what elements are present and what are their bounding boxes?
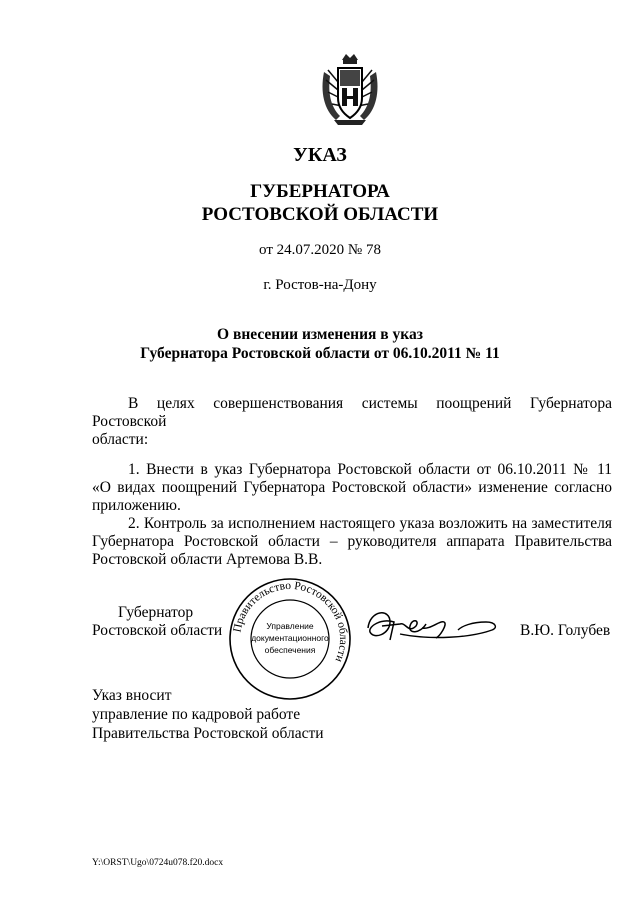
- preamble-line-1: В целях совершенствования системы поощрений Губернатора Ростовской: [92, 395, 612, 430]
- signatory-position-line-1: Губернатор: [118, 604, 194, 621]
- item1-line-1: 1. Внести в указ Губернатора Ростовской области от 06.10.2011 № 11: [128, 461, 612, 478]
- submitted-by-line-2: управление по кадровой работе: [92, 706, 301, 723]
- subject-line-2: Губернатора Ростовской области от 06.10.2011 № 11: [140, 345, 500, 362]
- official-stamp: [228, 577, 352, 701]
- subject-line-1: О внесении изменения в указ: [217, 326, 423, 343]
- item1-line-2: «О видах поощрений Губернатора Ростовской области» изменение согласно: [92, 479, 612, 496]
- coat-of-arms-emblem: [318, 52, 382, 126]
- city: г. Ростов-на-Дону: [263, 277, 377, 293]
- item2-line-3: Ростовской области Артемова В.В.: [92, 551, 323, 568]
- submitted-by-line-3: Правительства Ростовской области: [92, 725, 324, 742]
- authority-line-2: РОСТОВСКОЙ ОБЛАСТИ: [201, 204, 439, 225]
- file-path: Y:\ORST\Ugo\0724u078.f20.docx: [92, 858, 224, 868]
- signatory-name: В.Ю. Голубев: [520, 622, 611, 639]
- item2-line-2: Губернатора Ростовской области – руководителя аппарата Правительства: [92, 533, 612, 550]
- svg-text:Правительство Ростовской облас: Правительство Ростовской области: [231, 579, 350, 664]
- authority-line-1: ГУБЕРНАТОРА: [250, 181, 390, 202]
- item1-line-3: приложению.: [92, 497, 181, 514]
- submitted-by-line-1: Указ вносит: [92, 687, 172, 704]
- svg-text:документационного: документационного: [251, 633, 329, 643]
- svg-text:Управление: Управление: [266, 621, 314, 631]
- date-number: от 24.07.2020 № 78: [259, 242, 381, 258]
- item2-line-1: 2. Контроль за исполнением настоящего указа возложить на заместителя: [128, 515, 612, 532]
- preamble-line-2: области:: [92, 431, 149, 448]
- handwritten-signature: [360, 600, 500, 650]
- body-text: [92, 395, 612, 569]
- signatory-position-line-2: Ростовской области: [92, 622, 223, 639]
- document-type-title: УКАЗ: [293, 144, 347, 166]
- svg-text:обеспечения: обеспечения: [264, 645, 316, 655]
